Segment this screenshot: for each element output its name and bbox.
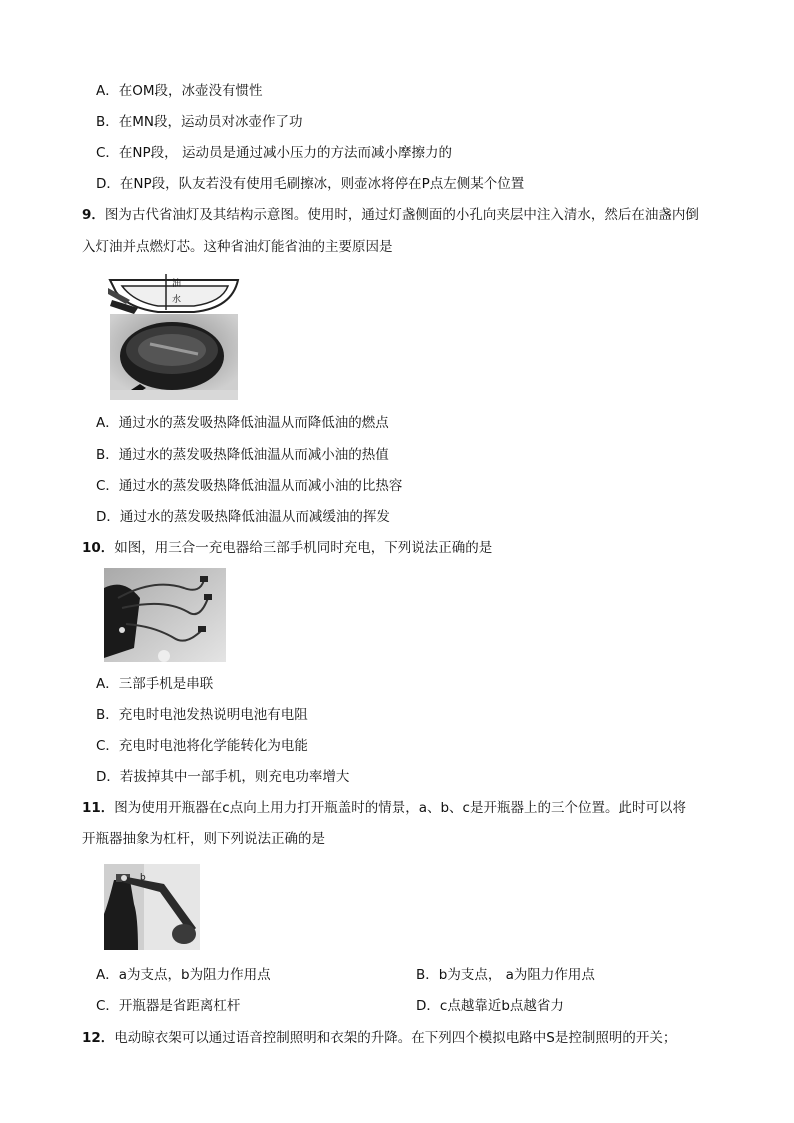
- q12-number: 12．: [82, 1030, 115, 1046]
- q8-option-d: D．在NP段，队友若没有使用毛刷擦冰，则壶冰将停在P点左侧某个位置: [96, 176, 525, 192]
- q9-lamp-diagram: [108, 270, 240, 318]
- q11-number: 11．: [82, 800, 115, 816]
- q11-option-a: A．a为支点，b为阻力作用点: [96, 967, 271, 983]
- q10-stem-text: 如图，用三合一充电器给三部手机同时充电，下列说法正确的是: [114, 540, 493, 556]
- q11-stem-line2: 开瓶器抽象为杠杆，则下列说法正确的是: [82, 831, 325, 847]
- q11-label-b: b: [140, 873, 146, 883]
- q9-option-a: A．通过水的蒸发吸热降低油温从而降低油的燃点: [96, 415, 389, 431]
- q8-option-b: B．在MN段，运动员对冰壶作了功: [96, 114, 303, 130]
- q11-option-c: C．开瓶器是省距离杠杆: [96, 998, 241, 1014]
- q9-label-oil: 油: [172, 279, 182, 289]
- q9-label-water: 水: [172, 295, 182, 305]
- q11-stem-text: 图为使用开瓶器在c点向上用力打开瓶盖时的情景，a、b、c是开瓶器上的三个位置。此时可以将: [114, 800, 686, 816]
- q12-stem: [82, 1029, 676, 1047]
- q9-option-b: B．通过水的蒸发吸热降低油温从而减小油的热值: [96, 447, 389, 463]
- q10-number: 10．: [82, 540, 115, 556]
- q10-option-a: A．三部手机是串联: [96, 676, 214, 692]
- q9-stem-text: 图为古代省油灯及其结构示意图。使用时，通过灯盏侧面的小孔向夹层中注入清水，然后在油盏内倒: [104, 207, 699, 223]
- q11-option-d: D．c点越靠近b点越省力: [416, 998, 564, 1014]
- q9-number: 9．: [82, 207, 105, 223]
- q11-bottle-opener-photo: [104, 864, 200, 950]
- q9-stem-line1: [82, 206, 699, 224]
- q10-option-d: D．若拔掉其中一部手机，则充电功率增大: [96, 769, 350, 785]
- q10-stem: [82, 539, 492, 557]
- q9-option-d: D．通过水的蒸发吸热降低油温从而减缓油的挥发: [96, 509, 390, 525]
- q8-option-c: C．在NP段， 运动员是通过减小压力的方法而减小摩擦力的: [96, 145, 452, 161]
- q10-option-b: B．充电时电池发热说明电池有电阻: [96, 707, 308, 723]
- q11-option-b: B．b为支点， a为阻力作用点: [416, 967, 595, 983]
- q9-stem-line2: 入灯油并点燃灯芯。这种省油灯能省油的主要原因是: [82, 239, 393, 255]
- q9-lamp-photo: [110, 314, 238, 400]
- q9-option-c: C．通过水的蒸发吸热降低油温从而减小油的比热容: [96, 478, 403, 494]
- q12-stem-text: 电动晾衣架可以通过语音控制照明和衣架的升降。在下列四个模拟电路中S是控制照明的开关；: [114, 1030, 677, 1046]
- q11-stem-line1: [82, 799, 686, 817]
- q10-charger-photo: [104, 568, 226, 662]
- q10-option-c: C．充电时电池将化学能转化为电能: [96, 738, 308, 754]
- q8-option-a: A．在OM段，冰壶没有惯性: [96, 83, 263, 99]
